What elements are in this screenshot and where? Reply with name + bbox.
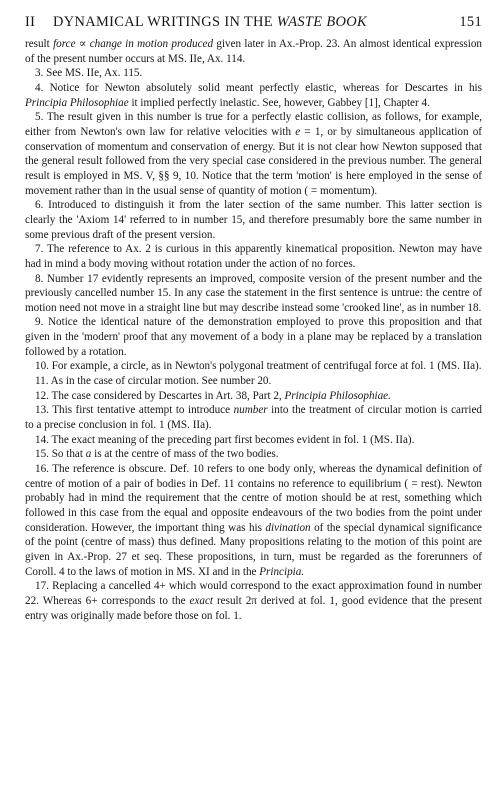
note-text: = 1, or by simultaneous application of conservation of momentum and conservation of energy. But it is not clear how Newton supposed that the general result followed from the very special case considered in the previous number. The general result is employed in MS. V, §§ 9, 10. Notice that the term 'motion' is here employed in the sense of movement rather than in the usual sense of quantity of motion ( = momentum).	[25, 125, 483, 197]
note-text: result	[25, 38, 54, 50]
note-italic-text: exact	[189, 594, 213, 607]
notes-body	[25, 37, 482, 623]
note-italic-text: number	[233, 404, 268, 417]
note-text: 6. Introduced to distinguish it from the later section of the same number. This latter section is clearly the 'Axiom 14' referred to in number 15, and therefore presumably bore the same number in some previous draft of the present version.	[25, 199, 482, 241]
note-10	[25, 359, 482, 374]
note-8	[25, 272, 482, 316]
note-text: 17. Replacing a cancelled 4+ which would correspond to the exact approximation found in number 22. Whereas 6+ corresponds to the	[25, 580, 482, 607]
running-title-italic: WASTE BOOK	[276, 14, 367, 30]
note-6	[25, 198, 482, 242]
note-12	[25, 389, 482, 404]
note-text: 7. The reference to Ax. 2 is curious in this apparently kinematical proposition. Newton may have had in mind a body moving without rotation under the action of no forces.	[25, 243, 482, 270]
note-text: 13. This first tentative attempt to introduce	[35, 404, 234, 417]
note-text: 12. The case considered by Descartes in Art. 38, Part 2,	[35, 389, 285, 402]
note-11	[25, 374, 482, 389]
note-italic-text: force ∝ change in motion produced	[53, 38, 214, 50]
note-text: given later in Ax.-Prop. 23. An almost identical expression of the present number occurs at MS. IIe, Ax. 114.	[25, 38, 482, 65]
note-text: it implied perfectly inelastic. See, however, Gabbey [1], Chapter 4.	[128, 96, 430, 109]
running-head	[25, 14, 482, 31]
note-italic-text: e	[295, 125, 301, 138]
note-italic-text: Principia Philosophiae	[25, 96, 129, 109]
note-text: 5. The result given in this number is true for a perfectly elastic collision, as follows, for example, either from Newton's own law for relative velocities with	[25, 111, 482, 138]
note-text: is at the centre of mass of the two bodies.	[91, 448, 279, 461]
note-text: of the special dynamical significance of the point (centre of mass) thus defined. Many propositions relating to the motion of this point are given in Ax.-Prop. 27 et seq. These propositions, in turn, must be regarded as the forerunners of Coroll. 4 to the laws of motion in MS. XI and in the	[25, 521, 482, 578]
note-text: 16. The reference is obscure. Def. 10 refers to one body only, whereas the dynamical definition of centre of motion of a pair of bodies in Def. 11 contains no reference to equilibrium ( = rest). Newton probably had in mind the requirement that the centre of motion should be at rest, something which followed in this case from the equal and opposite endeavours of the two bodies from the point under consideration. However, the important thing was his	[25, 463, 482, 534]
note-text: into the treatment of circular motion is carried to a precise conclusion in fol. 1 (MS. IIa).	[25, 404, 482, 432]
note-3	[25, 66, 482, 81]
note-15	[25, 447, 482, 462]
note-text: 11. As in the case of circular motion. See number 20.	[35, 375, 272, 388]
note-16	[25, 462, 482, 579]
running-title-text: DYNAMICAL WRITINGS IN THE	[53, 14, 277, 30]
running-title	[53, 14, 459, 31]
note-text: 14. The exact meaning of the preceding part first becomes evident in fol. 1 (MS. IIa).	[35, 433, 415, 446]
note-14	[25, 433, 482, 448]
section-number: II	[25, 14, 36, 30]
note-5	[25, 110, 482, 198]
note-italic-text: divination	[265, 521, 311, 534]
note-text: 9. Notice the identical nature of the demonstration employed to prove this proposition and that given in the 'modern' proof that any movement of a body in a plane may be replaced by a translation followed by a rotation.	[25, 316, 482, 358]
note-continuation	[25, 37, 482, 66]
note-4	[25, 81, 482, 110]
note-text: result 2π derived at fol. 1, good evidence that the present entry was originally made before those on fol. 1.	[25, 594, 482, 622]
note-9	[25, 315, 482, 359]
note-text: 4. Notice for Newton absolutely solid meant perfectly elastic, whereas for Descartes in his	[35, 81, 482, 94]
note-17	[25, 579, 482, 623]
note-text: 10. For example, a circle, as in Newton's polygonal treatment of centrifugal force at fol. 1 (MS. IIa).	[35, 360, 482, 373]
note-italic-text: Principia Philosophiae.	[284, 389, 391, 402]
note-italic-text: Principia.	[259, 565, 305, 578]
note-text: 8. Number 17 evidently represents an improved, composite version of the present number and the previously cancelled number 15. In any case the statement in the first sentence is untrue: the centre of motion need not move in a straight line but may describe instead some 'crooked line', as in number 18.	[25, 272, 482, 314]
note-text: 3. See MS. IIe, Ax. 115.	[35, 67, 143, 80]
note-7	[25, 242, 482, 271]
note-text: 15. So that	[35, 448, 86, 461]
note-13	[25, 403, 482, 432]
page-number: 151	[459, 14, 482, 30]
note-italic-text: a	[85, 448, 92, 461]
